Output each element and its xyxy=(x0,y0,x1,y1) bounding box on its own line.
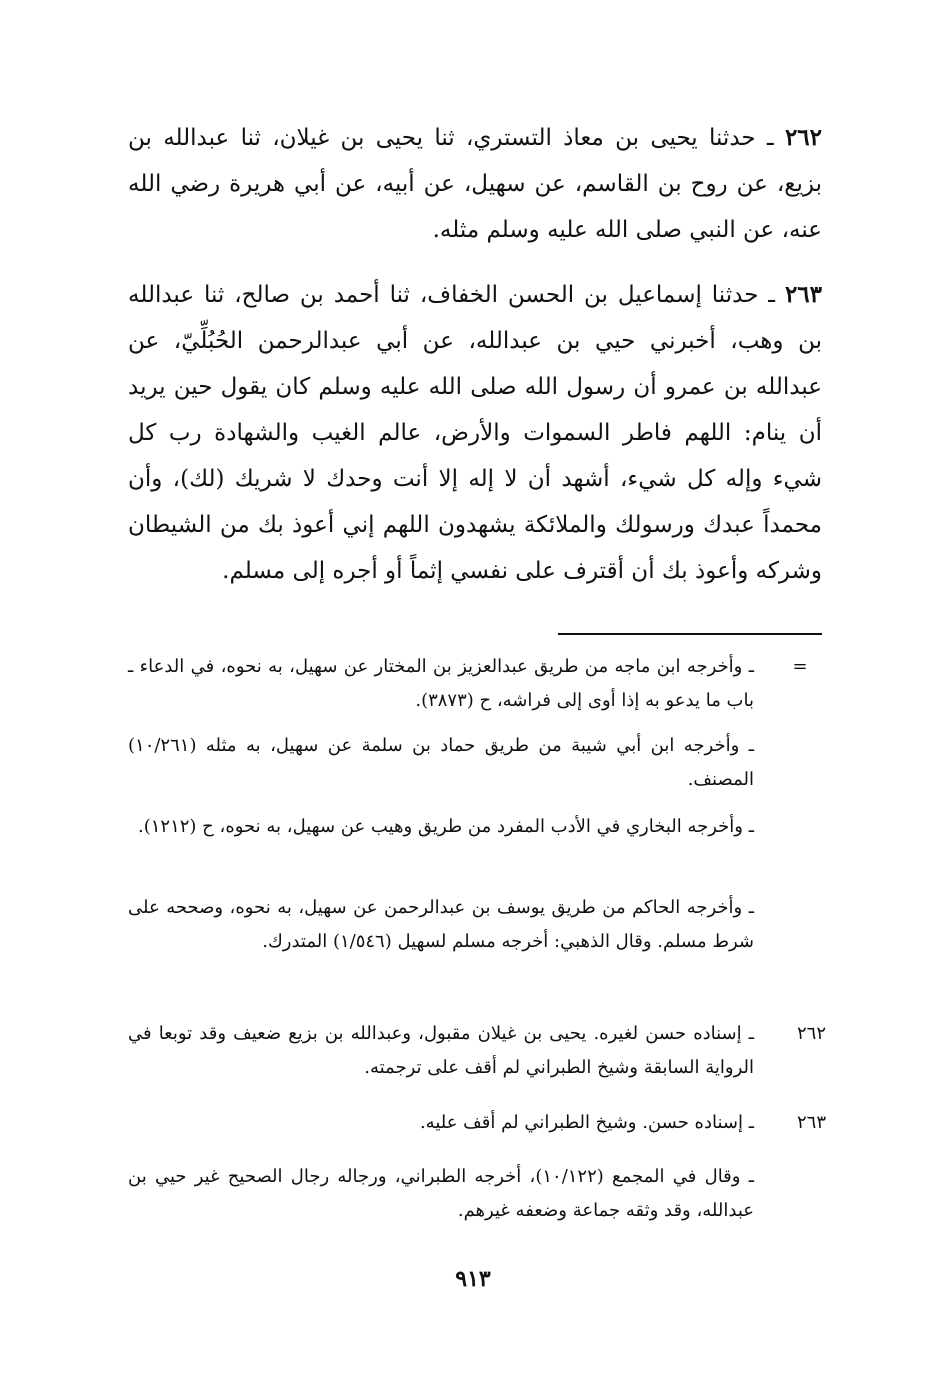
footnote-line: ـ وأخرجه ابن أبي شيبة من طريق حماد بن سلمة عن سهيل، به مثله (١٠/٢٦١) المصنف. xyxy=(128,735,754,790)
footnote-line: ـ وأخرجه البخاري في الأدب المفرد من طريق وهيب عن سهيل، به نحوه، ح (١٢١٢). xyxy=(138,816,754,837)
hadith-number: ٢٦٢ xyxy=(784,124,823,151)
hadith-262-paragraph xyxy=(128,115,822,253)
hadith-text: ـ حدثنا إسماعيل بن الحسن الخفاف، ثنا أحمد بن صالح، ثنا عبدالله بن وهب، أخبرني حيي بن عبدالله، عن أبي عبدالرحمن الحُبُلِّيّ، عن عبدالله بن عمرو أن رسول الله صلى الله عليه وسلم كان يقول حين يريد أن ينام: اللهم فاطر السموات والأرض، عالم الغيب والشهادة رب كل شيء وإله كل شيء، أشهد أن لا إله إلا أنت وحدك لا شريك (لك)، وأن محمداً عبدك ورسولك والملائكة يشهدون اللهم إني أعوذ بك من الشيطان وشركه وأعوذ بك أن أقترف على نفسي إثماً أو أجره إلى مسلم. xyxy=(128,282,822,584)
footnote-line: ـ وأخرجه ابن ماجه من طريق عبدالعزيز بن المختار عن سهيل، به نحوه، في الدعاء ـ باب ما يدعو به إذا أوى إلى فراشه، ح (٣٨٧٣). xyxy=(128,656,754,711)
hadith-number: ٢٦٣ xyxy=(784,281,822,308)
footnote-263-extra: ـ وقال في المجمع (١٠/١٢٢)، أخرجه الطبراني، ورجاله رجال الصحيح غير حيي بن عبدالله، وقد وثقه جماعة وضعفه غيرهم. xyxy=(128,1166,754,1221)
footnote-separator xyxy=(558,633,822,635)
hadith-263-paragraph xyxy=(128,272,822,594)
footnote-263: ـ إسناده حسن. وشيخ الطبراني لم أقف عليه. xyxy=(419,1112,754,1133)
footnote-number: ٢٦٣ xyxy=(796,1112,826,1133)
footnote-line: ـ وأخرجه الحاكم من طريق يوسف بن عبدالرحمن عن سهيل، به نحوه، وصححه على شرط مسلم. وقال الذهبي: أخرجه مسلم لسهيل (١/٥٤٦) المتدرك. xyxy=(128,897,754,952)
continuation-marker: = xyxy=(792,656,808,677)
footnote-262: ـ إسناده حسن لغيره. يحيى بن غيلان مقبول، وعبدالله بن بزيع ضعيف وقد توبعا في الرواية السابقة وشيخ الطبراني لم أقف على ترجمته. xyxy=(128,1023,754,1078)
footnote-number: ٢٦٢ xyxy=(796,1023,826,1044)
hadith-text: ـ حدثنا يحيى بن معاذ التستري، ثنا يحيى بن غيلان، ثنا عبدالله بن بزيع، عن روح بن القاسم، عن سهيل، عن أبيه، عن أبي هريرة رضي الله عنه، عن النبي صلى الله عليه وسلم مثله. xyxy=(128,125,822,243)
page-number: ٩١٣ xyxy=(455,1266,491,1292)
